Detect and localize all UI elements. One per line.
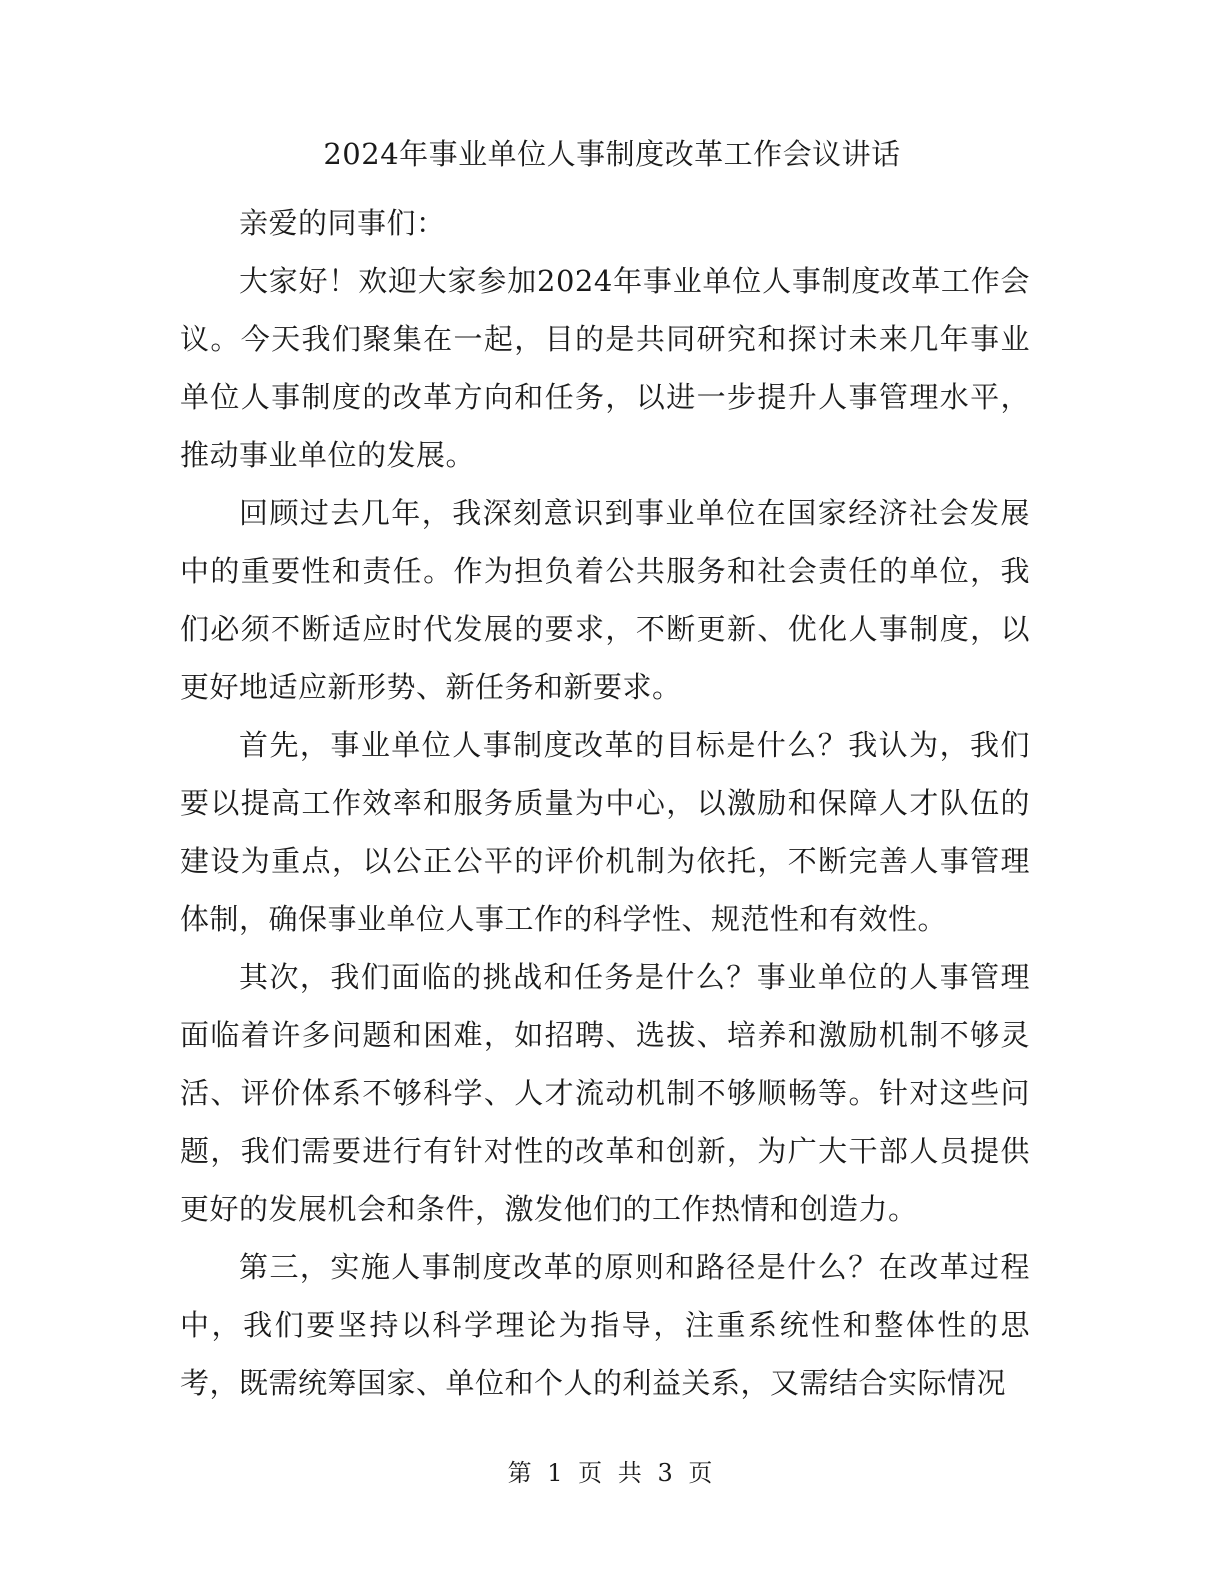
paragraph: 第三，实施人事制度改革的原则和路径是什么？在改革过程中，我们要坚持以科学理论为指导，注重系统性和整体性的思考，既需统筹国家、单位和个人的利益关系，又需结合实际情况: [180, 1250, 1030, 1400]
paragraph: 其次，我们面临的挑战和任务是什么？事业单位的人事管理面临着许多问题和困难，如招聘、选拔、培养和激励机制不够灵活、评价体系不够科学、人才流动机制不够顺畅等。针对这些问题，我们需要进行有针对性的改革和创新，为广大干部人员提供更好的发展机会和条件，激发他们的工作热情和创造力。: [180, 960, 1030, 1226]
paragraph: 回顾过去几年，我深刻意识到事业单位在国家经济社会发展中的重要性和责任。作为担负着公共服务和社会责任的单位，我们必须不断适应时代发展的要求，不断更新、优化人事制度，以更好地适应新形势、新任务和新要求。: [180, 496, 1030, 704]
document-body: [180, 194, 1030, 1412]
greeting: 亲爱的同事们：: [239, 206, 446, 240]
paragraph: 首先，事业单位人事制度改革的目标是什么？我认为，我们要以提高工作效率和服务质量为中心，以激励和保障人才队伍的建设为重点，以公正公平的评价机制为依托，不断完善人事管理体制，确保事业单位人事工作的科学性、规范性和有效性。: [180, 728, 1030, 936]
document-title: 2024年事业单位人事制度改革工作会议讲话: [323, 137, 901, 171]
paragraph: 大家好！欢迎大家参加2024年事业单位人事制度改革工作会议。今天我们聚集在一起，目的是共同研究和探讨未来几年事业单位人事制度的改革方向和任务，以进一步提升人事管理水平，推动事业单位的发展。: [180, 264, 1030, 472]
page-footer: 第 1 页 共 3 页: [507, 1459, 717, 1487]
